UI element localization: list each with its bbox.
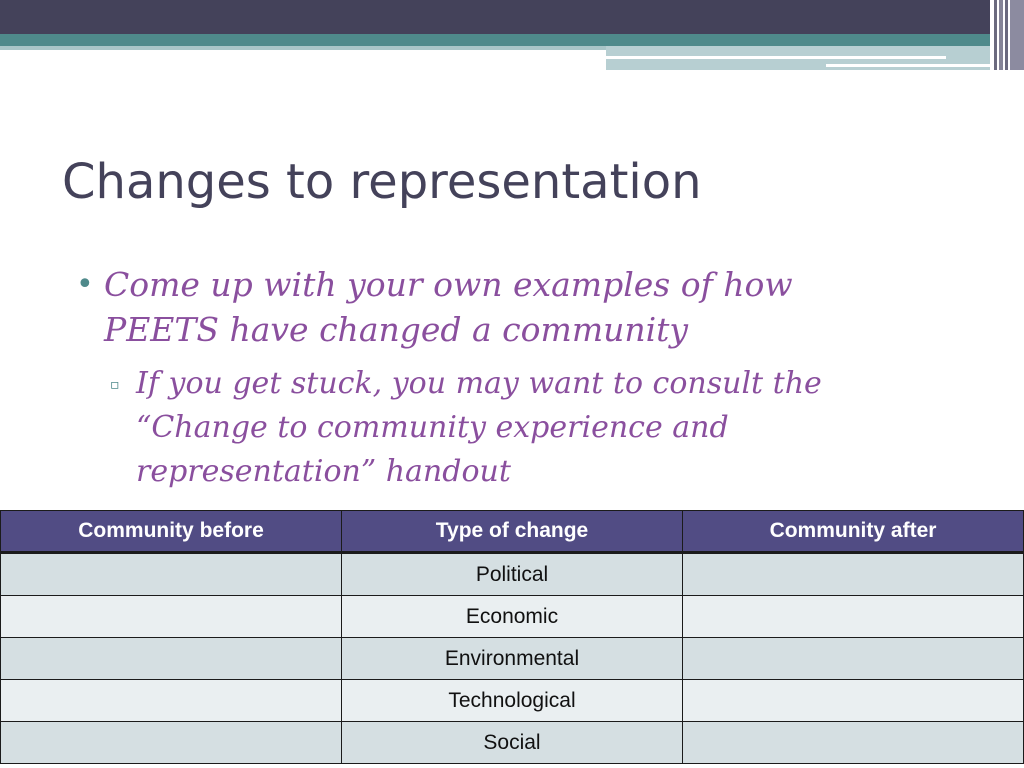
- cell-type-of-change: Technological: [342, 680, 683, 722]
- cell-community-after[interactable]: [683, 722, 1024, 764]
- table-row: [1, 553, 1024, 596]
- cell-community-after[interactable]: [683, 638, 1024, 680]
- table-header-row: [1, 511, 1024, 553]
- table-row: [1, 638, 1024, 680]
- sub-bullet-marker: ▫: [110, 377, 120, 393]
- header-accent-line: [606, 56, 946, 59]
- header-bar-light: [0, 46, 608, 50]
- column-header-type-of-change: Type of change: [342, 511, 683, 553]
- cell-type-of-change: Environmental: [342, 638, 683, 680]
- cell-type-of-change: Political: [342, 553, 683, 596]
- column-header-community-after: Community after: [683, 511, 1024, 553]
- cell-community-after[interactable]: [683, 680, 1024, 722]
- table-row: [1, 722, 1024, 764]
- cell-community-before[interactable]: [1, 553, 342, 596]
- cell-type-of-change: Social: [342, 722, 683, 764]
- bullet-marker: •: [76, 267, 94, 302]
- cell-community-before[interactable]: [1, 680, 342, 722]
- change-table: [0, 510, 1024, 764]
- sub-bullet-text: If you get stuck, you may want to consult the “Change to community experience and representation” handout: [136, 366, 822, 489]
- cell-community-after[interactable]: [683, 596, 1024, 638]
- sub-bullet-item: [110, 362, 910, 494]
- bullet-text: Come up with your own examples of how PEETS have changed a community: [104, 265, 793, 349]
- slide-title: Changes to representation: [62, 154, 702, 210]
- cell-community-after[interactable]: [683, 553, 1024, 596]
- cell-type-of-change: Economic: [342, 596, 683, 638]
- table-row: [1, 596, 1024, 638]
- cell-community-before[interactable]: [1, 638, 342, 680]
- table-row: [1, 680, 1024, 722]
- column-header-community-before: Community before: [1, 511, 342, 553]
- cell-community-before[interactable]: [1, 596, 342, 638]
- header-bar-dark: [0, 0, 1024, 34]
- corner-stripes: [990, 0, 1024, 70]
- cell-community-before[interactable]: [1, 722, 342, 764]
- bullet-item: [76, 262, 896, 352]
- header-bar-teal: [0, 34, 1024, 46]
